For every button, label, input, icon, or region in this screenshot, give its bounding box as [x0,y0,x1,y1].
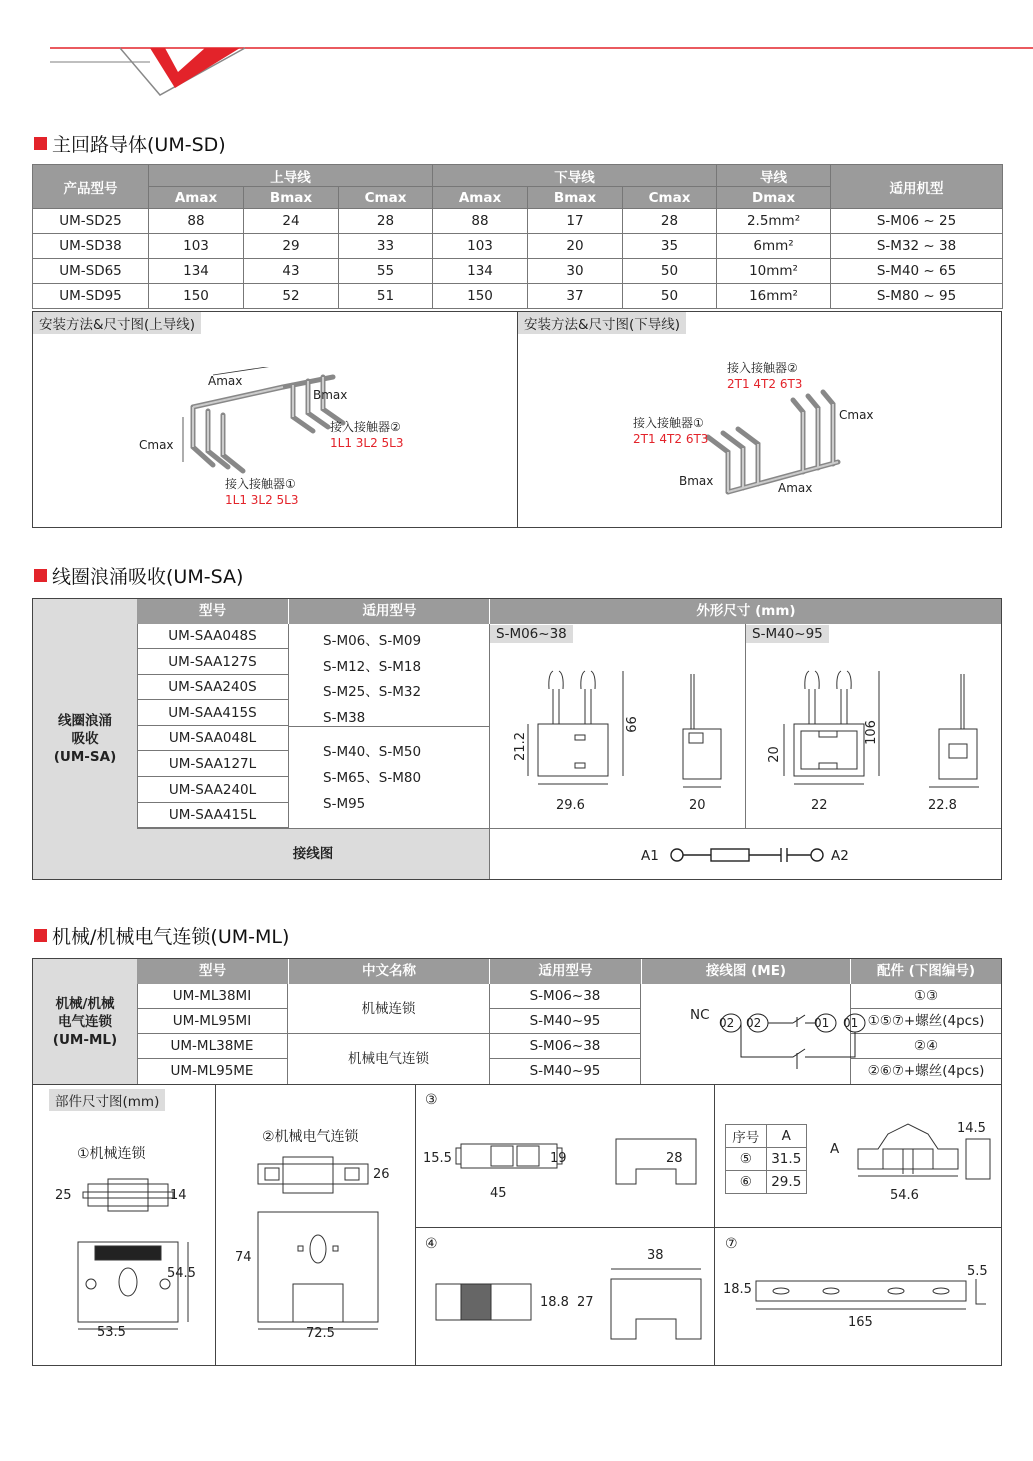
table-row [33,209,1003,234]
node-01b: 01 [843,1016,859,1030]
p56-a-label: A [830,1141,840,1157]
table-cell: 37 [528,284,623,309]
table-cell: 88 [433,209,528,234]
p7-drawing [751,1269,1001,1319]
p56-no: ⑤ [726,1148,767,1171]
table-cell: 50 [623,259,717,284]
ml-name-me: 机械电气连锁 [348,1051,429,1067]
p7-num: ⑦ [725,1236,738,1252]
p3-num: ③ [425,1092,438,1108]
table-cell: UM-SD65 [33,259,149,284]
upper-contactor1-terminals: 1L1 3L2 5L3 [225,493,299,507]
p56-no: ⑥ [726,1171,767,1194]
p56-a: 29.5 [766,1171,807,1194]
node-02b: 02 [746,1016,762,1030]
node-01a: 01 [814,1016,830,1030]
label-lower-install: 安装方法&尺寸图(下导线) [518,312,686,334]
label-upper-install: 安装方法&尺寸图(上导线) [33,312,201,334]
ml-table [32,958,1002,1366]
dim-a-tall: 66 [624,716,640,733]
table-cell: S-M40 ~ 65 [831,259,1003,284]
dim-a-w: 29.6 [556,798,585,813]
p1-d545: 54.5 [167,1266,196,1281]
ml-header-cell: 配件 (下图编号) [850,959,1001,984]
upper-amax: Amax [208,374,243,388]
dim-b-side: 22.8 [928,798,957,813]
th-upper: 上导线 [149,165,433,187]
table-cell: 103 [433,234,528,259]
upper-cmax: Cmax [139,438,174,452]
p1-d535: 53.5 [97,1325,126,1340]
table-cell: 88 [149,209,244,234]
p3-d155: 15.5 [423,1151,452,1166]
terminal-a1: A1 [641,848,659,864]
lower-contactor2: 接入接触器② [727,361,798,375]
lower-amax: Amax [778,481,813,495]
ml-model-cell: UM-ML38MI [137,984,288,1009]
table-cell: UM-SD95 [33,284,149,309]
upper-contactor2-terminals: 1L1 3L2 5L3 [330,436,404,450]
p2-title: ②机械电气连锁 [262,1129,359,1145]
sa-dim-large-label: S-M40~95 [746,625,829,643]
p7-d55: 5.5 [967,1264,988,1279]
ml-header-cell: 型号 [199,963,226,979]
ml-nc-label: NC [690,1007,710,1023]
sa-fit-small [323,629,421,731]
p3-d19: 19 [550,1151,567,1166]
fit-line: S-M95 [323,796,366,812]
table-cell: 33 [339,234,433,259]
dim-b-w: 22 [811,798,828,813]
th-sub: Dmax [717,187,831,209]
p3-d28: 28 [666,1151,683,1166]
table-cell: UM-SD25 [33,209,149,234]
th-lower: 下导线 [433,165,717,187]
table-cell: 43 [244,259,339,284]
ml-fit-cell: S-M06~38 [489,984,641,1009]
p1-d14: 14 [170,1188,187,1203]
th-sub: Bmax [244,187,339,209]
ml-wiring-diagram [683,987,873,1082]
sa-fit-large [323,739,421,817]
sd-install-box [32,311,1002,528]
sa-wiring-label: 接线图 [137,829,489,879]
table-cell: 10mm² [717,259,831,284]
lower-contactor1: 接入接触器① [633,416,704,430]
section-title-sd: 主回路导体(UM-SD) [34,130,226,157]
table-row [33,259,1003,284]
p56-h-a: A [766,1125,807,1148]
table-cell: 134 [433,259,528,284]
lower-conductor-drawing [698,382,848,512]
ml-acc-cell: ②⑥⑦+螺丝(4pcs) [850,1059,1001,1084]
th-fit: 适用机型 [831,165,1003,209]
ml-side-label: 机械/机械 电气连锁 (UM-ML) [33,959,138,1085]
sa-model-cell: UM-SAA127L [137,752,288,777]
sa-model-cell: UM-SAA415S [137,701,288,726]
p7-d185: 18.5 [723,1282,752,1297]
lower-bmax: Bmax [679,474,714,488]
p2-d26: 26 [373,1167,390,1182]
table-cell: 16mm² [717,284,831,309]
p1-title: ①机械连锁 [77,1146,146,1162]
table-cell: S-M32 ~ 38 [831,234,1003,259]
ml-model-cell: UM-ML95ME [137,1059,288,1084]
th-sub: Bmax [528,187,623,209]
fit-line: S-M40、S-M50 [323,744,422,760]
table-cell: 50 [623,284,717,309]
th-model: 产品型号 [33,165,149,209]
table-cell: 52 [244,284,339,309]
table-cell: 35 [623,234,717,259]
table-cell: 28 [339,209,433,234]
upper-contactor2: 接入接触器② [330,420,401,434]
fit-line: S-M25、S-M32 [323,684,422,700]
sa-model-cell: UM-SAA127S [137,650,288,675]
th-sub: Amax [149,187,244,209]
ml-header-cell: 中文名称 [288,959,489,984]
p56-a: 31.5 [766,1148,807,1171]
table-cell: 134 [149,259,244,284]
sa-side-label: 线圈浪涌 吸收 (UM-SA) [33,599,138,879]
lower-contactor2-terminals: 2T1 4T2 6T3 [727,377,803,391]
p56-d145: 14.5 [957,1121,986,1136]
sa-model-cell: UM-SAA048S [137,624,288,649]
table-cell: 6mm² [717,234,831,259]
sa-model-cell: UM-SAA240L [137,778,288,803]
ml-acc-cell: ②④ [850,1034,1001,1059]
section-title-ml: 机械/机械电气连锁(UM-ML) [34,922,289,949]
table-cell: 24 [244,209,339,234]
dim-a-side: 20 [689,798,706,813]
table-cell: 103 [149,234,244,259]
sa-dim-small-label: S-M06~38 [490,625,573,643]
sa-h-model: 型号 [199,603,226,619]
p7-d165: 165 [848,1315,873,1330]
fit-line: S-M38 [323,709,366,726]
sa-h-fit: 适用型号 [288,599,490,624]
lower-contactor1-terminals: 2T1 4T2 6T3 [633,432,709,446]
node-02a: 02 [719,1016,735,1030]
ml-fit-cell: S-M40~95 [489,1009,641,1034]
sa-model-cell: UM-SAA240S [137,675,288,700]
dim-a-h: 21.2 [512,732,528,761]
p1-d25: 25 [55,1188,72,1203]
terminal-a2: A2 [831,848,849,864]
table-row [33,234,1003,259]
sa-model-cell: UM-SAA048L [137,726,288,751]
table-cell: S-M80 ~ 95 [831,284,1003,309]
sa-model-cell: UM-SAA415L [137,803,288,828]
ml-model-cell: UM-ML95MI [137,1009,288,1034]
p4-d27: 27 [577,1295,594,1310]
sd-spec-table [32,164,1003,309]
ml-name-mi: 机械连锁 [288,984,489,1034]
p4-num: ④ [425,1236,438,1252]
table-cell: 55 [339,259,433,284]
table-cell: S-M06 ~ 25 [831,209,1003,234]
rc-circuit-symbol [665,845,835,865]
table-cell: 20 [528,234,623,259]
th-sub: Amax [433,187,528,209]
table-cell: 29 [244,234,339,259]
p4-d38: 38 [647,1248,664,1263]
fit-line: S-M65、S-M80 [323,770,422,786]
sa-h-dim: 外形尺寸 (mm) [489,599,1002,624]
p56-table [725,1124,807,1194]
table-row [33,284,1003,309]
p3-d45: 45 [490,1186,507,1201]
ml-acc-cell: ①⑤⑦+螺丝(4pcs) [850,1009,1001,1034]
table-cell: 30 [528,259,623,284]
table-cell: 150 [433,284,528,309]
table-cell: 2.5mm² [717,209,831,234]
upper-contactor1: 接入接触器① [225,477,296,491]
table-cell: 17 [528,209,623,234]
dim-b-h: 20 [766,746,782,763]
parts-label: 部件尺寸图(mm) [49,1089,165,1111]
dim-b-tall: 106 [863,720,879,745]
p56-d546: 54.6 [890,1188,919,1203]
table-cell: 51 [339,284,433,309]
ml-fit-cell: S-M06~38 [489,1034,641,1059]
p2-d74: 74 [235,1250,252,1265]
lower-cmax: Cmax [839,408,874,422]
ml-header-cell: 适用型号 [489,959,641,984]
table-cell: 28 [623,209,717,234]
table-cell: UM-SD38 [33,234,149,259]
p56-h-no: 序号 [726,1125,767,1148]
section-title-sa: 线圈浪涌吸收(UM-SA) [34,562,243,589]
p4-d188: 18.8 [540,1295,569,1310]
p2-d725: 72.5 [306,1326,335,1341]
table-cell: 150 [149,284,244,309]
ml-header-cell: 接线图 (ME) [641,959,850,984]
upper-bmax: Bmax [313,388,348,402]
fit-line: S-M12、S-M18 [323,658,422,675]
sa-table [32,598,1002,880]
ml-fit-cell: S-M40~95 [489,1059,641,1084]
fit-line: S-M06、S-M09 [323,633,422,649]
th-wire: 导线 [717,165,831,187]
header-logo-decoration [0,40,1033,102]
sa-small-drawing [493,659,743,819]
th-sub: Cmax [339,187,433,209]
ml-model-cell: UM-ML38ME [137,1034,288,1059]
th-sub: Cmax [623,187,717,209]
ml-acc-cell: ①③ [850,984,1001,1009]
p4-drawing [431,1259,711,1344]
